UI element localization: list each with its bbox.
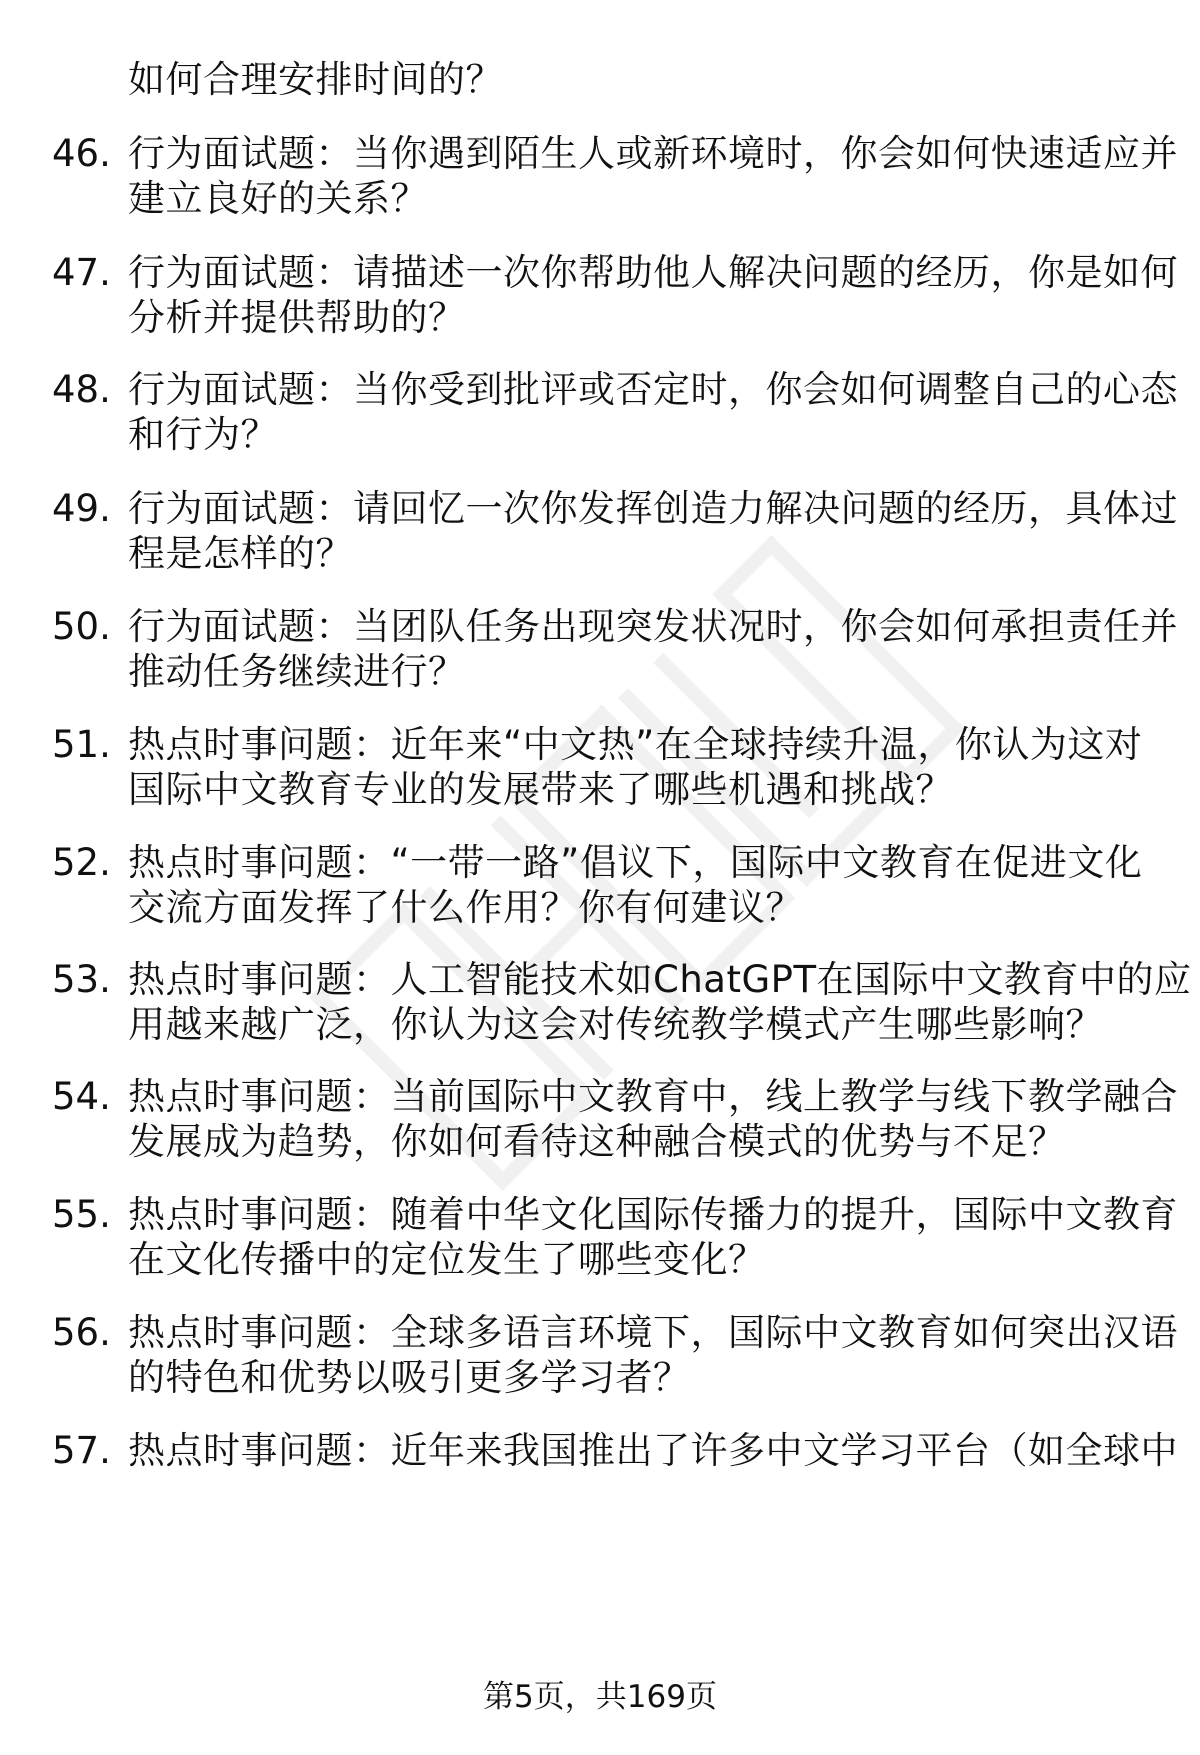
- item-number: 53.: [52, 958, 111, 1001]
- item-number: 47.: [52, 251, 111, 294]
- item-text-line: 热点时事问题：人工智能技术如ChatGPT在国际中文教育中的应: [128, 958, 1192, 1001]
- item-text-line: 热点时事问题：随着中华文化国际传播力的提升，国际中文教育: [128, 1193, 1178, 1236]
- item-number: 51.: [52, 723, 111, 766]
- item-text-line: 交流方面发挥了什么作用？你有何建议？: [128, 886, 803, 929]
- item-number: 50.: [52, 605, 111, 648]
- item-text-line: 和行为？: [128, 413, 278, 456]
- item-text-line: 推动任务继续进行？: [128, 650, 466, 693]
- item-text-line: 程是怎样的？: [128, 532, 353, 575]
- item-text-line: 的特色和优势以吸引更多学习者？: [128, 1356, 691, 1399]
- item-text-line: 发展成为趋势，你如何看待这种融合模式的优势与不足？: [128, 1120, 1066, 1163]
- item-text-line: 行为面试题：当你遇到陌生人或新环境时，你会如何快速适应并: [128, 132, 1178, 175]
- item-number: 52.: [52, 841, 111, 884]
- item-text-line: 热点时事问题：当前国际中文教育中，线上教学与线下教学融合: [128, 1075, 1178, 1118]
- intro-continuation-line: 如何合理安排时间的？: [128, 58, 503, 101]
- item-number: 49.: [52, 487, 111, 530]
- item-text-line: 建立良好的关系？: [128, 177, 428, 220]
- item-text-line: 分析并提供帮助的？: [128, 296, 466, 339]
- item-text-line: 热点时事问题：全球多语言环境下，国际中文教育如何突出汉语: [128, 1311, 1178, 1354]
- item-text-line: 用越来越广泛，你认为这会对传统教学模式产生哪些影响？: [128, 1003, 1103, 1046]
- item-number: 55.: [52, 1193, 111, 1236]
- item-text-line: 行为面试题：当你受到批评或否定时，你会如何调整自己的心态: [128, 368, 1178, 411]
- item-text-line: 行为面试题：请回忆一次你发挥创造力解决问题的经历，具体过: [128, 487, 1178, 530]
- item-number: 48.: [52, 368, 111, 411]
- item-number: 57.: [52, 1429, 111, 1472]
- item-text-line: 热点时事问题：近年来我国推出了许多中文学习平台（如全球中: [128, 1429, 1178, 1472]
- item-number: 56.: [52, 1311, 111, 1354]
- item-text-line: 在文化传播中的定位发生了哪些变化？: [128, 1238, 766, 1281]
- item-text-line: 国际中文教育专业的发展带来了哪些机遇和挑战？: [128, 768, 953, 811]
- item-number: 54.: [52, 1075, 111, 1118]
- item-number: 46.: [52, 132, 111, 175]
- page-footer: 第5页，共169页: [483, 1679, 717, 1715]
- item-text-line: 行为面试题：请描述一次你帮助他人解决问题的经历，你是如何: [128, 251, 1178, 294]
- item-text-line: 热点时事问题：近年来“中文热”在全球持续升温，你认为这对: [128, 723, 1143, 766]
- item-text-line: 行为面试题：当团队任务出现突发状况时，你会如何承担责任并: [128, 605, 1178, 648]
- item-text-line: 热点时事问题：“一带一路”倡议下，国际中文教育在促进文化: [128, 841, 1143, 884]
